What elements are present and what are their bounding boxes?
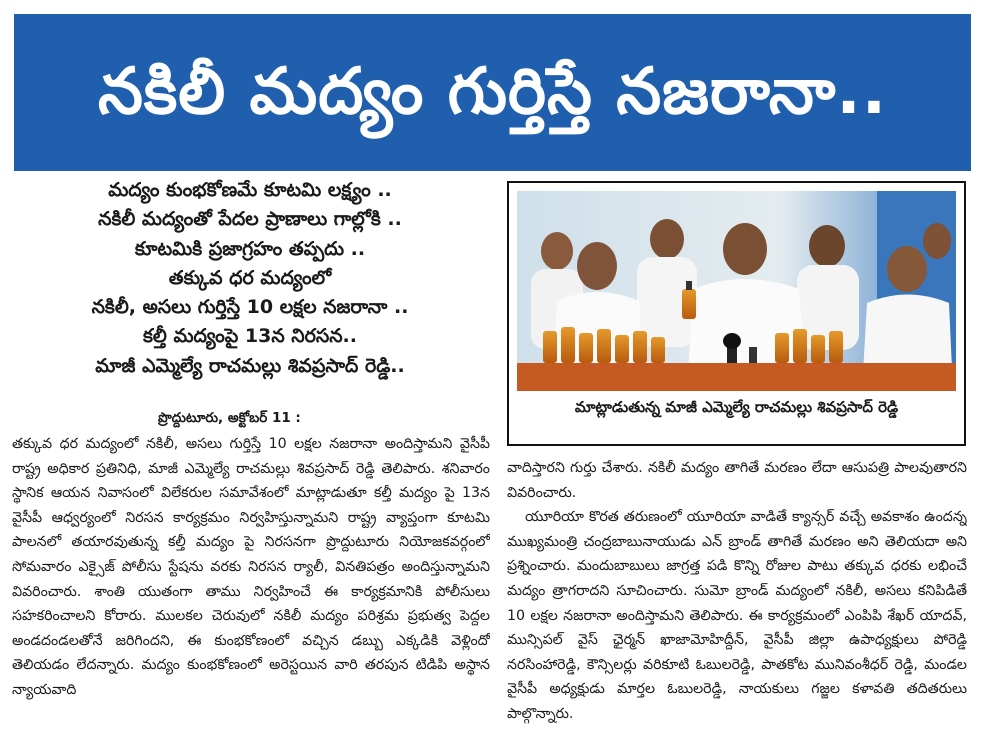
subheadline: మద్యం కుంభకోణమే కూటమి లక్ష్యం .. [108, 179, 392, 201]
subheadline: కల్తీ మద్యంపై 13న నిరసన.. [143, 325, 357, 348]
body-paragraph: తక్కువ ధర మద్యంలో నకిలీ, అసలు గుర్తిస్తే 10 లక్షల నజరానా అందిస్తామని వైసీపీ రాష్ట్ర అధికార ప్రతినిధి, మాజీ ఎమ్మెల్యే రాచమల్లు శివప్రసాద్ రెడ్డి తెలిపారు. శనివారం స్థానిక ఆయన నివాసంలో విలేకరుల సమావేశంలో మాట్లాడుతూ కల్తీ మద్యం పై 13న వైసీపీ ఆధ్వర్యంలో నిరసన కార్యక్రమం నిర్వహిస్తున్నామని రాష్ట్ర వ్యాప్తంగా కూటమి పాలనలో తయారవుతున్న కల్తీ మద్యం పై నిరసనగా ప్రొద్దుటూరు నియోజకవర్గంలో సోమవారం ఎక్సైజ్ పోలీసు స్టేషను వరకు నిరసన ర్యాలీ, వినతిపత్రం అందిస్తున్నామని వివరించారు. శాంతి యుతంగా తాము నిర్వహించే ఈ కార్యక్రమానికి పోలీసులు సహకరించాలని కోరారు. ములకల చెరువులో నకిలీ మద్యం పరిశ్రమ ప్రభుత్వ పెద్దల అండదండలతోనే జరిగిందని, ఈ కుంభకోణంలో వచ్చిన డబ్బు ఎక్కడికి వెళ్లిందో తెలియడం లేదన్నారు. మద్యం కుంభకోణంలో అరెస్టయిన వారి తరపున టిడిపి అస్థాన న్యాయవాది [12, 436, 490, 698]
subheadline-block [10, 176, 490, 381]
photo-caption: మాట్లాడుతున్న మాజీ ఎమ్మెల్యే రాచమల్లు శివప్రసాద్ రెడ్డి [574, 398, 899, 416]
subheadline: నకిలీ మద్యంతో పేదల ప్రాణాలు గాల్లోకి .. [98, 208, 402, 231]
dateline: ప్రొద్దుటూరు, అక్టోబర్ 11 : [158, 410, 301, 426]
body-paragraph: వాదిస్తారని గుర్తు చేశారు. నకిలీ మద్యం తాగితే మరణం లేదా ఆసుపత్రి పాలవుతారని వివరించారు. [507, 460, 967, 501]
subheadline: మాజీ ఎమ్మెల్యే రాచమల్లు శివప్రసాద్ రెడ్డి.. [95, 354, 405, 377]
news-photo-frame [507, 181, 966, 446]
body-paragraph: యూరియా కొరత తరుణంలో యూరియా వాడితే క్యాన్సర్ వచ్చే అవకాశం ఉందన్న ముఖ్యమంత్రి చంద్రబాబునాయుడు ఎన్ బ్రాండ్ తాగితే మరణం అని తెలియదా అని ప్రశ్నించారు. మందుబాబులు జాగ్రత్త పడి కొన్ని రోజుల పాటు తక్కువ ధరకు లభించే మద్యం త్రాగరాదని సూచించారు. సుమో బ్రాండ్ మద్యంలో నకిలీ, అసలు కనిపిడితే 10 లక్షల నజరానా అందిస్తామని తెలిపారు. ఈ కార్యక్రమంలో ఎంపిపి శేఖర్ యాదవ్, మున్సిపల్ వైస్ ఛైర్మన్ ఖాజామోహిద్దీన్, వైసీపీ జిల్లా ఉపాధ్యక్షులు పోరెడ్డి నరసింహారెడ్డి, కౌన్సిలర్లు వరికూటి ఓబులరెడ్డి, పాతకోట మునివంశీధర్ రెడ్డి, మండల వైసీపీ అధ్యక్షుడు మార్తల ఓబులరెడ్డి, నాయకులు గజ్జల కళావతి తదితరులు పాల్గొన్నారు. [507, 509, 967, 722]
article-column-right [507, 456, 967, 736]
press-meet-photo [517, 191, 956, 391]
subheadline: తక్కువ ధర మద్యంలో [168, 266, 332, 289]
subheadline: కూటమికి ప్రజాగ్రహం తప్పదు .. [134, 237, 366, 260]
headline-banner [14, 14, 971, 171]
article-column-left [12, 432, 490, 734]
headline: నకిలీ మద్యం గుర్తిస్తే నజరానా.. [97, 55, 888, 129]
subheadline: నకిలీ, అసలు గుర్తిస్తే 10 లక్షల నజరానా .. [91, 296, 409, 319]
